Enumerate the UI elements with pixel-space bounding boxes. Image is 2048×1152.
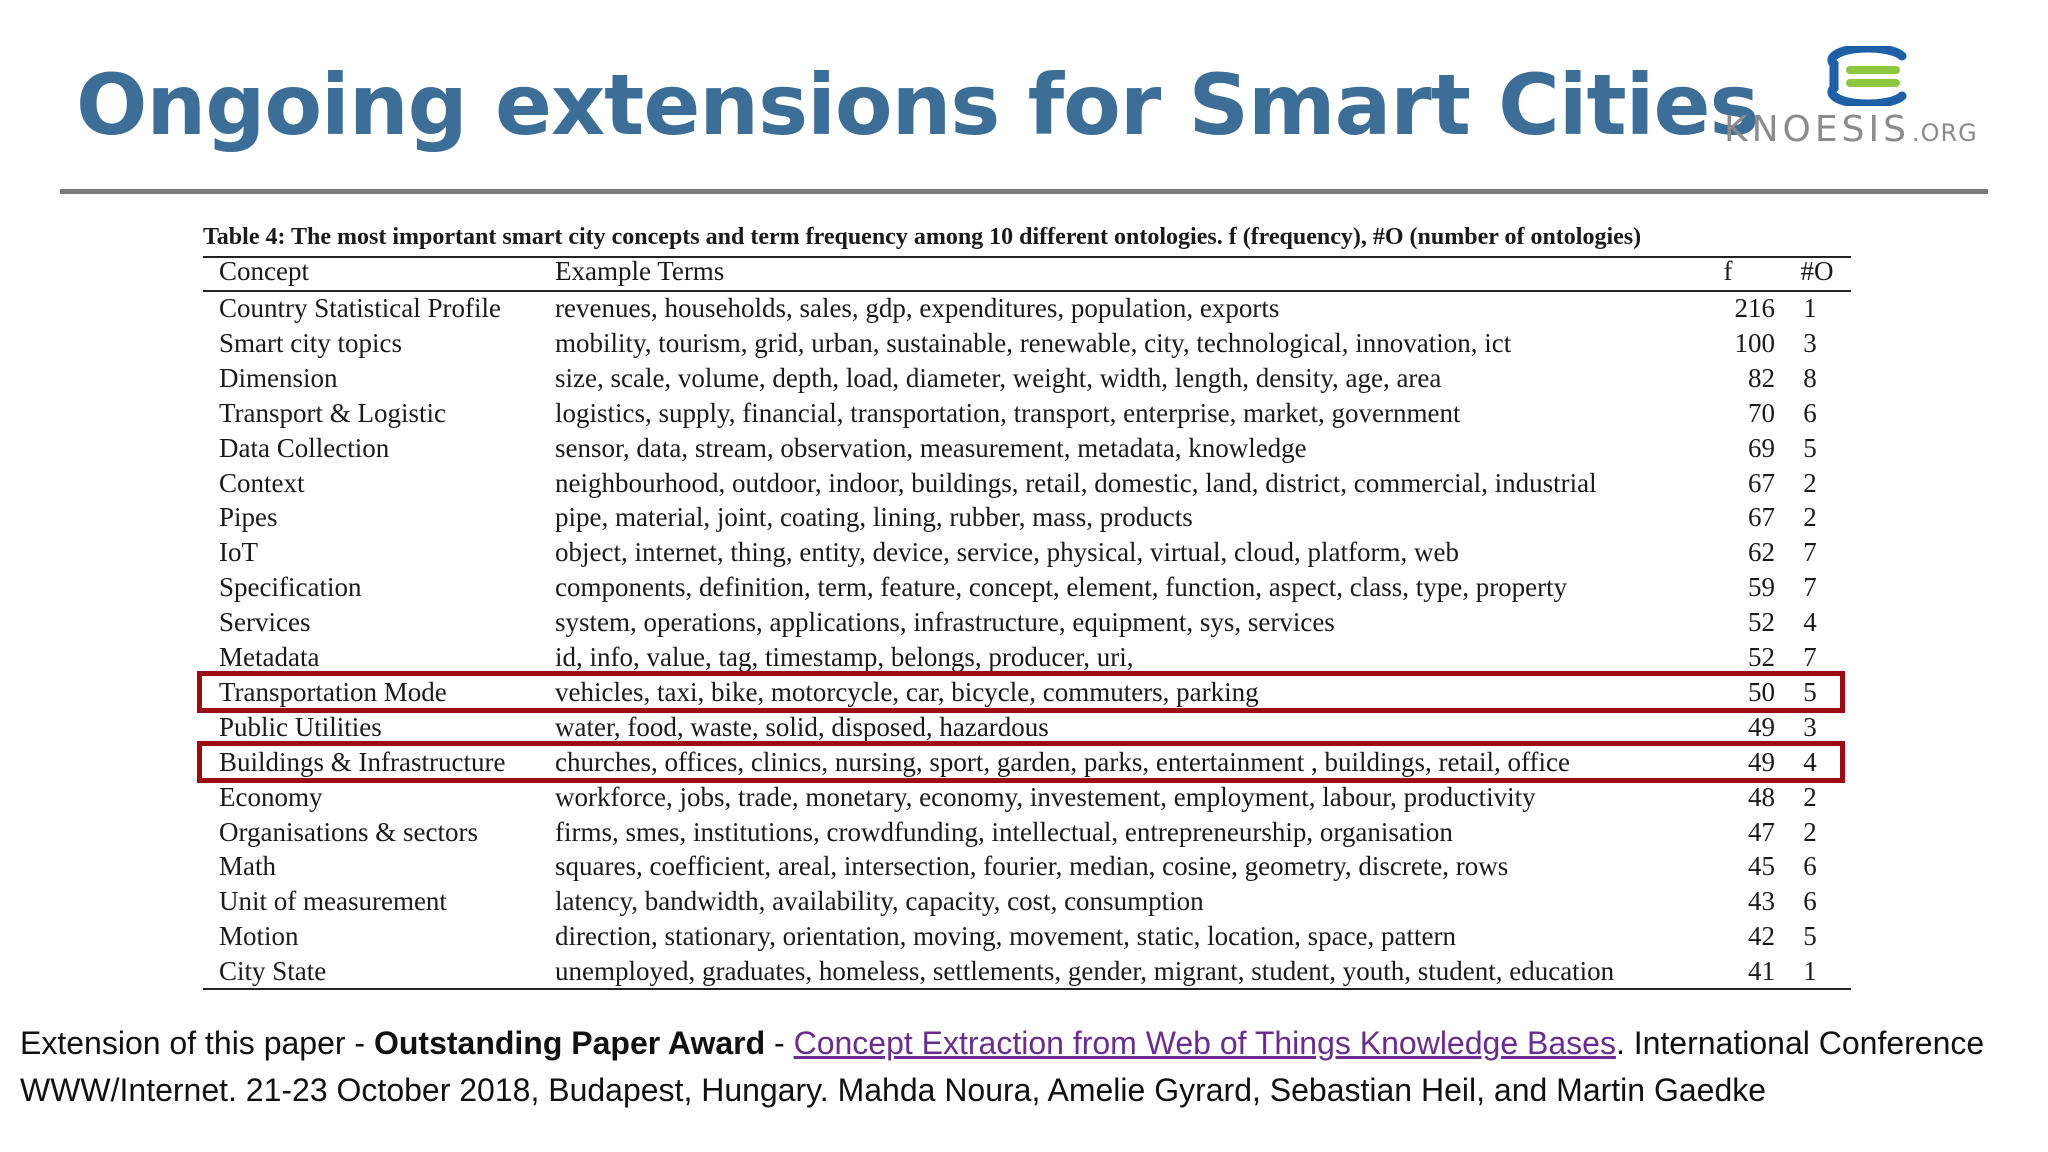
cell-concept: Data Collection (219, 432, 390, 463)
table-row (0, 396, 2048, 430)
slide-title: Ongoing extensions for Smart Cities (76, 56, 1759, 154)
cell-example-terms: id, info, value, tag, timestamp, belongs, producer, uri, (555, 642, 1134, 672)
cell-ontology-count: 7 (1803, 537, 1817, 568)
cell-concept: Pipes (219, 502, 278, 533)
cell-concept: Organisations & sectors (219, 816, 478, 847)
table-row (0, 326, 2048, 360)
header-ontologies: #O (1800, 256, 1834, 286)
cell-example-terms: workforce, jobs, trade, monetary, economy, investement, employment, labour, productivity (555, 781, 1536, 812)
cell-example-terms: size, scale, volume, depth, load, diameter, weight, width, length, density, age, area (555, 362, 1442, 393)
cell-example-terms: system, operations, applications, infrastructure, equipment, sys, services (555, 607, 1335, 638)
cell-frequency: 82 (1748, 362, 1775, 393)
logo-text-suffix: .ORG (1911, 119, 1978, 147)
table-row (0, 466, 2048, 500)
cell-concept: Metadata (219, 642, 320, 672)
header-frequency: f (1723, 256, 1733, 286)
cell-concept: Country Statistical Profile (219, 293, 501, 323)
cell-frequency: 43 (1748, 886, 1775, 917)
cell-frequency: 62 (1748, 537, 1775, 568)
cell-concept: Smart city topics (219, 327, 402, 358)
table-row (0, 431, 2048, 465)
cell-frequency: 69 (1748, 432, 1775, 463)
footer-citation (20, 1020, 2010, 1114)
table-row (0, 919, 2048, 953)
cell-ontology-count: 1 (1803, 293, 1817, 323)
cell-ontology-count: 5 (1803, 432, 1817, 463)
cell-frequency: 67 (1748, 467, 1775, 498)
cell-concept: Economy (219, 781, 323, 812)
table-row (0, 361, 2048, 395)
table-row (0, 500, 2048, 534)
cell-example-terms: squares, coefficient, areal, intersection, fourier, median, cosine, geometry, discrete, rows (555, 851, 1509, 882)
cell-frequency: 52 (1748, 607, 1775, 638)
table-row (0, 710, 2048, 744)
footer-prefix: Extension of this paper - (20, 1025, 374, 1061)
table-row (0, 570, 2048, 604)
logo-text-main: KNOESIS (1724, 109, 1910, 150)
cell-concept: Transportation Mode (219, 676, 447, 707)
cell-concept: Motion (219, 921, 299, 952)
cell-frequency: 216 (1734, 293, 1775, 323)
cell-ontology-count: 1 (1803, 956, 1817, 987)
cell-concept: Specification (219, 572, 362, 603)
cell-concept: Dimension (219, 362, 338, 393)
table-row (0, 954, 2048, 988)
cell-ontology-count: 8 (1803, 362, 1817, 393)
header-example-terms: Example Terms (555, 256, 725, 286)
cell-example-terms: mobility, tourism, grid, urban, sustainable, renewable, city, technological, innovation, ict (555, 327, 1512, 358)
cell-ontology-count: 5 (1803, 676, 1817, 707)
cell-frequency: 45 (1748, 851, 1775, 882)
cell-example-terms: latency, bandwidth, availability, capacity, cost, consumption (555, 886, 1204, 917)
cell-concept: Context (219, 467, 305, 498)
cell-frequency: 52 (1748, 642, 1775, 672)
cell-ontology-count: 3 (1803, 327, 1817, 358)
cell-frequency: 100 (1734, 327, 1775, 358)
cell-example-terms: pipe, material, joint, coating, lining, rubber, mass, products (555, 502, 1193, 533)
highlight-box-transportation-mode (197, 671, 1845, 713)
cell-example-terms: object, internet, thing, entity, device, service, physical, virtual, cloud, platform, web (555, 537, 1459, 568)
footer-dash: - (765, 1025, 794, 1061)
cell-example-terms: direction, stationary, orientation, moving, movement, static, location, space, pattern (555, 921, 1456, 952)
cell-concept: IoT (219, 537, 258, 568)
cell-ontology-count: 2 (1803, 816, 1817, 847)
cell-ontology-count: 4 (1803, 607, 1817, 638)
cell-concept: Buildings & Infrastructure (219, 746, 506, 777)
table-caption: Table 4: The most important smart city concepts and term frequency among 10 different ontologies. f (frequency), #O (number of ontologies) (203, 224, 1642, 250)
table-header (0, 254, 2048, 288)
cell-example-terms: unemployed, graduates, homeless, settlements, gender, migrant, student, youth, student, education (555, 956, 1615, 987)
cell-frequency: 47 (1748, 816, 1775, 847)
cell-frequency: 49 (1748, 711, 1775, 742)
cell-example-terms: logistics, supply, financial, transportation, transport, enterprise, market, government (555, 397, 1461, 428)
cell-frequency: 50 (1748, 676, 1775, 707)
cell-concept: Transport & Logistic (219, 397, 447, 428)
cell-ontology-count: 2 (1803, 502, 1817, 533)
cell-ontology-count: 2 (1803, 467, 1817, 498)
table-row (0, 884, 2048, 918)
cell-concept: City State (219, 956, 327, 987)
cell-concept: Math (219, 851, 276, 882)
cell-ontology-count: 5 (1803, 921, 1817, 952)
cell-ontology-count: 6 (1803, 886, 1817, 917)
table-row (0, 535, 2048, 569)
cell-ontology-count: 6 (1803, 851, 1817, 882)
cell-concept: Services (219, 607, 311, 638)
highlight-box-buildings-infrastructure (197, 741, 1845, 783)
cell-ontology-count: 3 (1803, 711, 1817, 742)
table-row (0, 815, 2048, 849)
header-concept: Concept (219, 256, 309, 286)
cell-frequency: 42 (1748, 921, 1775, 952)
cell-ontology-count: 4 (1803, 746, 1817, 777)
cell-example-terms: water, food, waste, solid, disposed, hazardous (555, 711, 1049, 742)
table-row (0, 640, 2048, 674)
table-row (0, 849, 2048, 883)
cell-ontology-count: 6 (1803, 397, 1817, 428)
cell-example-terms: vehicles, taxi, bike, motorcycle, car, bicycle, commuters, parking (555, 676, 1259, 707)
cell-ontology-count: 2 (1803, 781, 1817, 812)
table-row (0, 605, 2048, 639)
cell-frequency: 67 (1748, 502, 1775, 533)
cell-frequency: 48 (1748, 781, 1775, 812)
footer-suffix: . International Conference WWW/Internet. 21-23 October 2018, Budapest, Hungary. Mahda Noura, Amelie Gyrard, Sebastian Heil, and Martin Gaedke (20, 1025, 1985, 1108)
table-row (0, 780, 2048, 814)
cell-concept: Public Utilities (219, 711, 382, 742)
cell-frequency: 70 (1748, 397, 1775, 428)
cell-example-terms: neighbourhood, outdoor, indoor, buildings, retail, domestic, land, district, commercial, industrial (555, 467, 1597, 498)
table-bottom-rule (203, 988, 1851, 990)
paper-link[interactable]: Concept Extraction from Web of Things Knowledge Bases (793, 1025, 1616, 1061)
cell-frequency: 41 (1748, 956, 1775, 987)
cell-example-terms: churches, offices, clinics, nursing, sport, garden, parks, entertainment , buildings, retail, office (555, 746, 1570, 777)
cell-example-terms: sensor, data, stream, observation, measurement, metadata, knowledge (555, 432, 1307, 463)
footer-award: Outstanding Paper Award (373, 1025, 766, 1061)
table-row (0, 291, 2048, 325)
cell-concept: Unit of measurement (219, 886, 447, 917)
cell-example-terms: revenues, households, sales, gdp, expenditures, population, exports (555, 293, 1280, 323)
cell-example-terms: components, definition, term, feature, concept, element, function, aspect, class, type, property (555, 572, 1568, 603)
cell-frequency: 59 (1748, 572, 1775, 603)
cell-ontology-count: 7 (1803, 642, 1817, 672)
cell-frequency: 49 (1748, 746, 1775, 777)
cell-ontology-count: 7 (1803, 572, 1817, 603)
cell-example-terms: firms, smes, institutions, crowdfunding, intellectual, entrepreneurship, organisation (555, 816, 1453, 847)
